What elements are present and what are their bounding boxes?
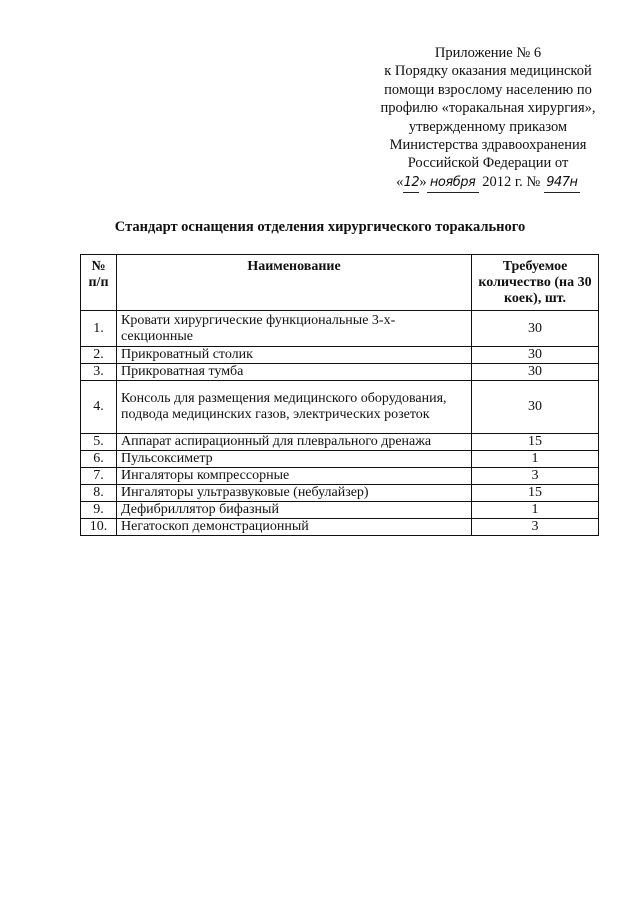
row-number: 10. — [81, 519, 117, 536]
row-quantity: 15 — [472, 485, 599, 502]
handwritten-day: 12 — [403, 174, 419, 193]
header-line-profile: профилю «торакальная хирургия», — [380, 100, 596, 117]
row-quantity: 30 — [472, 364, 599, 381]
row-quantity: 30 — [472, 311, 599, 347]
row-name: Кровати хирургические функциональные 3-х-секционные — [117, 311, 472, 347]
row-name: Ингаляторы компрессорные — [117, 468, 472, 485]
document-title: Стандарт оснащения отделения хирургического торакального — [114, 219, 526, 235]
row-name: Консоль для размещения медицинского оборудования, подвода медицинских газов, электрических розеток — [117, 381, 472, 434]
handwritten-month: ноября — [427, 174, 479, 193]
row-number: 3. — [81, 364, 117, 381]
row-quantity: 1 — [472, 451, 599, 468]
row-number: 5. — [81, 434, 117, 451]
appendix-header — [352, 44, 624, 193]
table-row — [81, 451, 599, 468]
table-row — [81, 502, 599, 519]
equipment-standard-table — [80, 254, 599, 536]
row-name: Аппарат аспирационный для плеврального дренажа — [117, 434, 472, 451]
date-open-quote: « — [396, 173, 404, 190]
row-quantity: 15 — [472, 434, 599, 451]
row-number: 6. — [81, 451, 117, 468]
date-close-quote: » — [419, 173, 427, 190]
row-name: Прикроватный столик — [117, 347, 472, 364]
table-row — [81, 519, 599, 536]
row-number: 9. — [81, 502, 117, 519]
row-name: Пульсоксиметр — [117, 451, 472, 468]
row-name: Дефибриллятор бифазный — [117, 502, 472, 519]
row-number: 8. — [81, 485, 117, 502]
row-name: Прикроватная тумба — [117, 364, 472, 381]
row-quantity: 30 — [472, 381, 599, 434]
col-header-num: № п/п — [81, 255, 117, 311]
date-year: 2012 г. № — [482, 173, 541, 190]
header-line-population: помощи взрослому населению по — [384, 81, 592, 98]
row-name: Негатоскоп демонстрационный — [117, 519, 472, 536]
table-row — [81, 434, 599, 451]
header-line-order: к Порядку оказания медицинской — [384, 63, 592, 80]
row-quantity: 30 — [472, 347, 599, 364]
header-line-ministry: Министерства здравоохранения — [389, 137, 587, 154]
row-quantity: 3 — [472, 519, 599, 536]
table-row — [81, 468, 599, 485]
row-number: 2. — [81, 347, 117, 364]
table-row — [81, 347, 599, 364]
order-date-line — [352, 173, 624, 193]
table-row — [81, 381, 599, 434]
col-header-name: Наименование — [117, 255, 472, 311]
row-quantity: 3 — [472, 468, 599, 485]
row-number: 4. — [81, 381, 117, 434]
header-line-approved: утвержденному приказом — [408, 118, 568, 135]
row-quantity: 1 — [472, 502, 599, 519]
row-number: 1. — [81, 311, 117, 347]
handwritten-order-number: 947н — [544, 174, 580, 193]
col-header-qty: Требуемое количество (на 30 коек), шт. — [472, 255, 599, 311]
table-header-row — [81, 255, 599, 311]
header-line-federation: Российской Федерации от — [407, 155, 569, 172]
row-number: 7. — [81, 468, 117, 485]
table-row — [81, 311, 599, 347]
table-row — [81, 364, 599, 381]
table-row — [81, 485, 599, 502]
row-name: Ингаляторы ультразвуковые (небулайзер) — [117, 485, 472, 502]
header-line-appendix: Приложение № 6 — [434, 45, 542, 61]
